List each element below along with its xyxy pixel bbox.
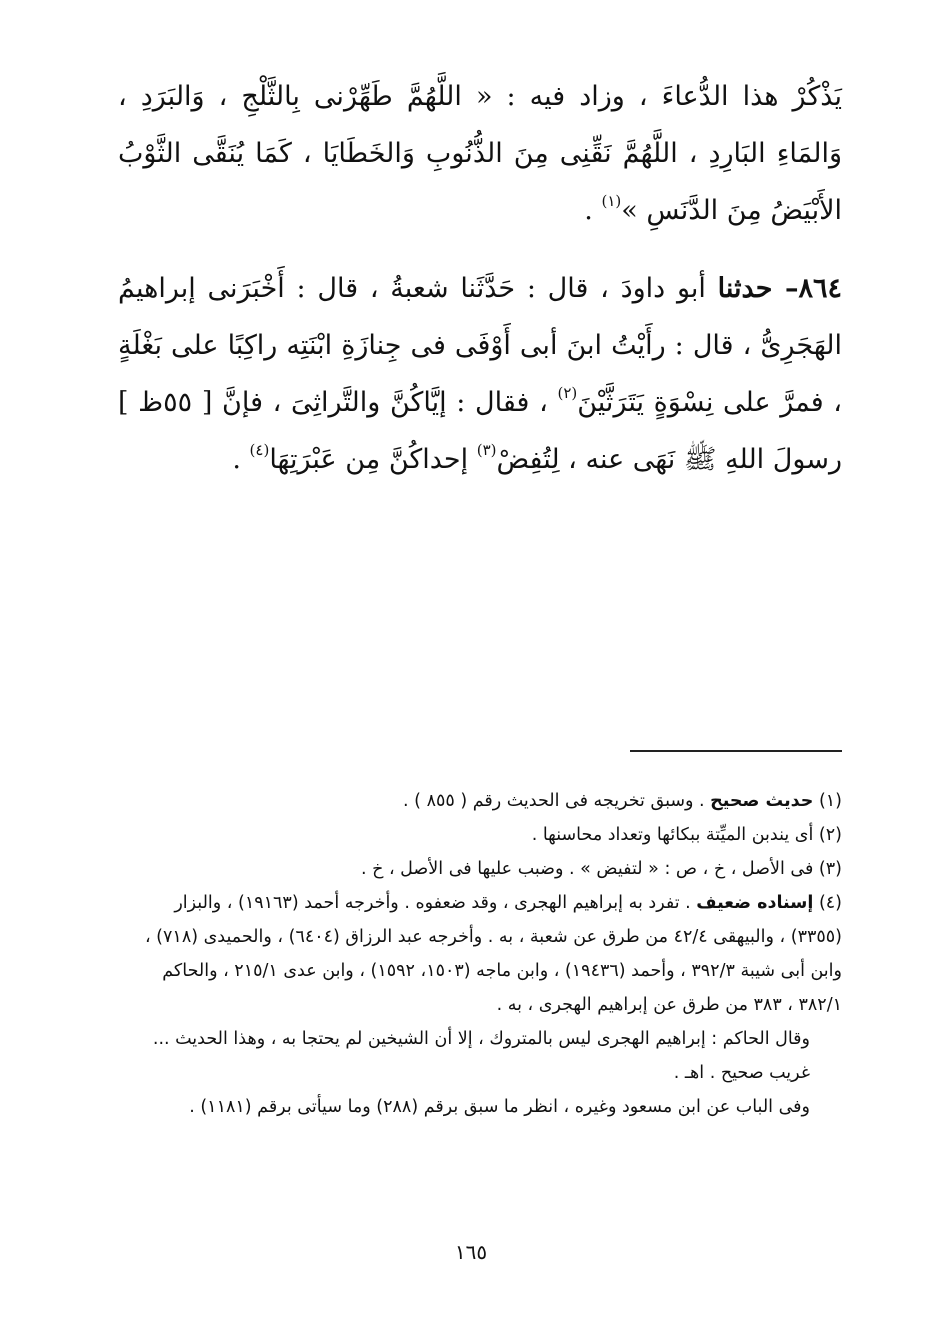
footnote-number: (١) xyxy=(813,791,842,811)
hadith-text-part-3: إحداكُنَّ مِن عَبْرَتِهَا xyxy=(269,444,477,475)
hadith-text-part-2: ، فقال : إيَّاكُنَّ والتَّراثِىَ ، فإنَّ [ ٥٥ظ ] رسولَ اللهِ ﷺ نَهَى عنه ، لِتُفِضْ xyxy=(118,387,842,475)
footnote-text: . تفرد به إبراهيم الهجرى ، وقد ضعفوه . وأخرجه أحمد (١٩١٦٣) ، والبزار (٣٣٥٥) ، والبيهقى ٤٢/٤ من طرق عن شعبة ، به . وأخرجه عبد الرزاق (٦٤٠٤) ، والحميدى (٧١٨) ، وابن أبى شيبة ٣٩٢/٣ ، وأحمد (١٩٤٣٦) ، وابن ماجه (١٥٠٣، ١٥٩٢) ، وابن عدى ٢١٥/١ ، والحاكم ٣٨٢/١ ، ٣٨٣ من طرق عن إبراهيم الهجرى ، به . xyxy=(144,893,842,1015)
page-number: ١٦٥ xyxy=(454,1240,488,1264)
footnote-separator xyxy=(630,750,842,752)
hadith-text-part-1: أبو داودَ ، قال : حَدَّثَنا شعبةُ ، قال : أَخْبَرَنى إبراهيمُ الهَجَرِىُّ ، قال : رأَيْتُ ابنَ أبى أَوْفَى فى جِنازَةِ ابْنَتِه راكِبًا على بَغْلَةٍ ، فمرَّ على نِسْوَةٍ يَتَرَثَّيْنَ xyxy=(118,273,842,418)
footnote-grade: حديث صحيح xyxy=(710,791,814,811)
footnote-ref-3: (٣) xyxy=(476,441,497,459)
hadith-lead-word: حدثنا xyxy=(717,273,773,304)
hadith-number: ٨٦٤– xyxy=(772,273,842,304)
footnote-4-bab: وفى الباب عن ابن مسعود وغيره ، انظر ما سبق برقم (٢٨٨) وما سيأتى برقم (١١٨١) . xyxy=(189,1097,810,1117)
hadith-864 xyxy=(118,260,842,488)
paragraph-continuation xyxy=(118,68,842,239)
footnote-3: (٣) فى الأصل ، خ ، ص : « لتفيض » . وضبب عليها فى الأصل ، خ . xyxy=(360,859,842,879)
footnote-ref-4: (٤) xyxy=(249,441,270,459)
footnote-4 xyxy=(118,886,842,1022)
footnote-text: . وسبق تخريجه فى الحديث رقم ( ٨٥٥ ) . xyxy=(403,791,711,811)
footnote-ref-1: (١) xyxy=(601,192,622,210)
footnote-number: (٤) xyxy=(813,893,842,913)
hadith-end: . xyxy=(232,444,250,475)
main-text xyxy=(118,68,842,488)
footnote-4-hakim: وقال الحاكم : إبراهيم الهجرى ليس بالمتروك ، إلا أن الشيخين لم يحتجا به ، وهذا الحديث ... غريب صحيح . اهـ . xyxy=(152,1029,810,1083)
paragraph-text: يَذْكُرْ هذا الدُّعاءَ ، وزاد فيه : « اللَّهُمَّ طَهِّرْنى بِالثَّلْجِ ، وَالبَرَدِ ، وَالمَاءِ البَارِدِ ، اللَّهُمَّ نَقِّنِى مِنَ الذُّنُوبِ وَالخَطَايَا ، كَمَا يُنَقَّى الثَّوْبُ الأَبْيَضُ مِنَ الدَّنَسِ » xyxy=(118,81,842,226)
footnote-grade: إسناده ضعيف xyxy=(696,893,814,913)
footnote-1 xyxy=(118,784,842,818)
footnote-ref-2: (٢) xyxy=(557,384,578,402)
paragraph-end: . xyxy=(584,195,602,226)
footnotes xyxy=(118,784,842,1124)
footnote-2: (٢) أى يندبن الميِّتة ببكائها وتعداد محاسنها . xyxy=(531,825,842,845)
